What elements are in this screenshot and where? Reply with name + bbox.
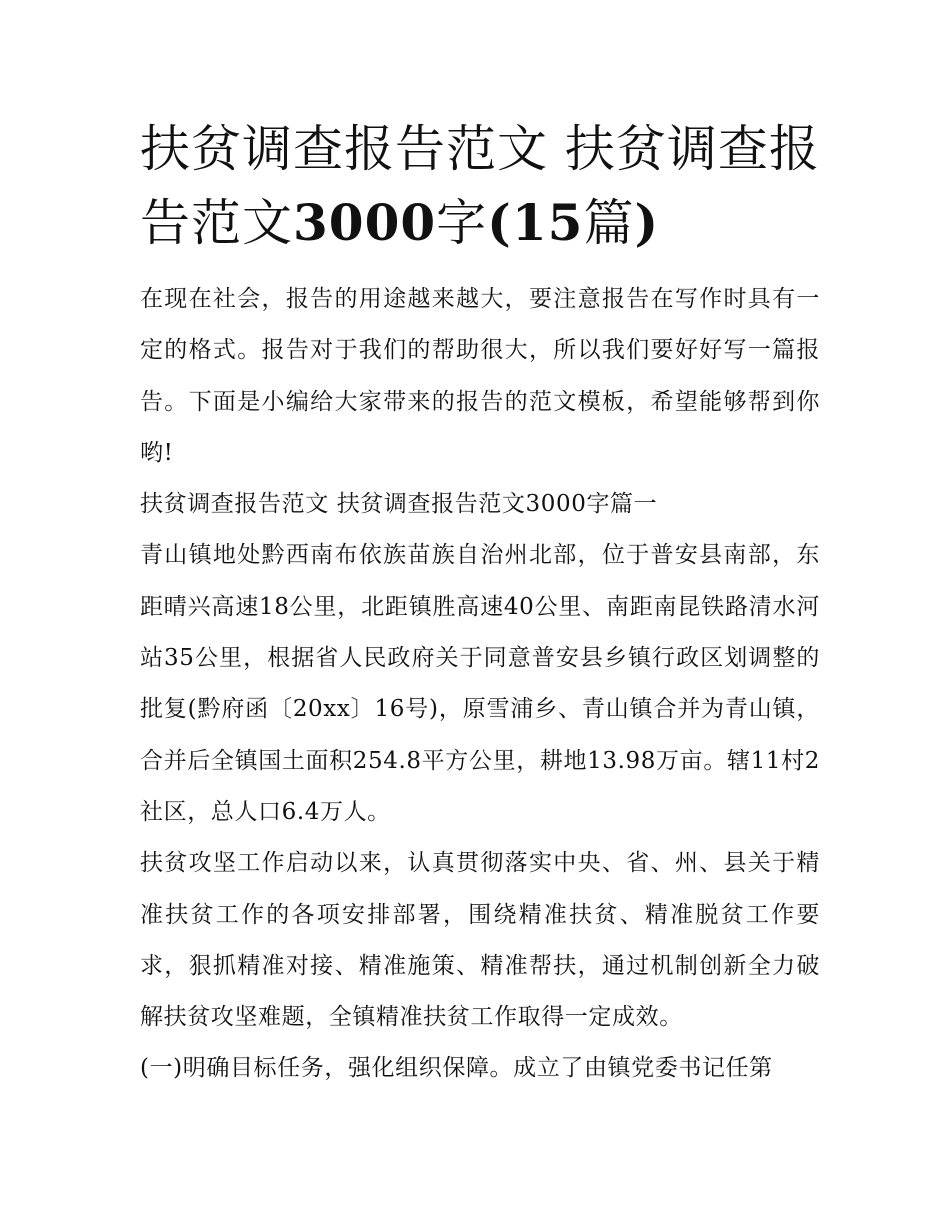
section-heading: 扶贫调查报告范文 扶贫调查报告范文3000字篇一 [140, 491, 658, 518]
paragraph-progress: 扶贫攻坚工作启动以来，认真贯彻落实中央、省、州、县关于精准扶贫工作的各项安排部署，围绕精准扶贫、精准脱贫工作要求，狠抓精准对接、精准施策、精准帮扶，通过机制创新全力破解扶贫攻坚难题，全镇精准扶贫工作取得一定成效。 [140, 850, 820, 1031]
paragraph-item-one: (一)明确目标任务，强化组织保障。成立了由镇党委书记任第 [140, 1055, 773, 1082]
paragraph-intro: 在现在社会，报告的用途越来越大，要注意报告在写作时具有一定的格式。报告对于我们的帮助很大，所以我们要好好写一篇报告。下面是小编给大家带来的报告的范文模板，希望能够帮到你哟! [140, 286, 820, 466]
document-body [140, 274, 820, 1095]
paragraph-location: 青山镇地处黔西南布依族苗族自治州北部，位于普安县南部，东距晴兴高速18公里，北距镇胜高速40公里、南距南昆铁路清水河站35公里，根据省人民政府关于同意普安县乡镇行政区划调整的批复(黔府函〔20xx〕16号)，原雪浦乡、青山镇合并为青山镇，合并后全镇国土面积254.8平方公里，耕地13.98万亩。辖11村2社区，总人口6.4万人。 [140, 542, 820, 825]
document-title: 扶贫调查报告范文 扶贫调查报告范文3000字(15篇) [140, 120, 820, 252]
